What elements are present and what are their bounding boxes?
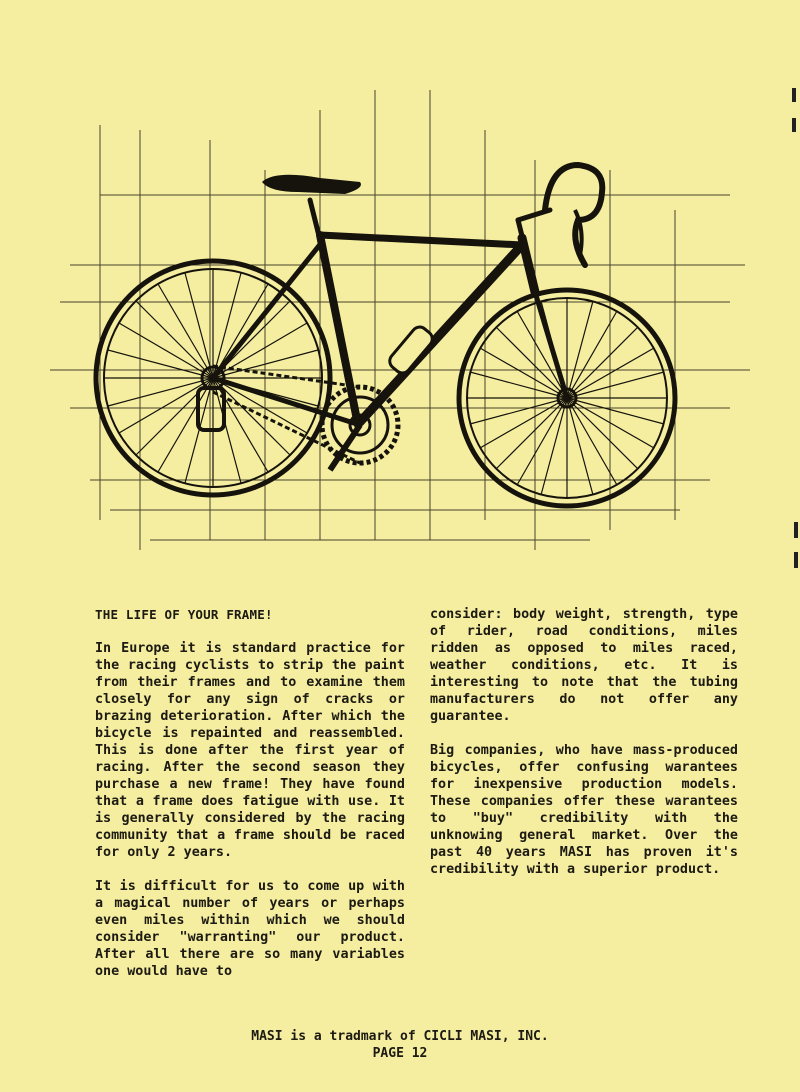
page-footer bbox=[0, 1028, 800, 1062]
binding-mark bbox=[794, 552, 798, 568]
rear-derailleur bbox=[198, 388, 224, 430]
saddle bbox=[262, 175, 361, 194]
binding-mark bbox=[792, 88, 796, 102]
trademark-notice: MASI is a tradmark of CICLI MASI, INC. bbox=[251, 1029, 549, 1044]
binding-mark bbox=[792, 118, 796, 132]
binding-mark bbox=[794, 522, 798, 538]
article-paragraph: In Europe it is standard practice for the racing cyclists to strip the paint from their frames and to examine them closely for any sign of cracks or brazing deterioration. After which the bicycle is repainted and reassembled. This is done after the first year of racing. After the second season they purchase a new frame! They have found that a frame does fatigue with use. It is generally considered by the racing community that a frame should be raced for only 2 years. bbox=[95, 641, 405, 860]
article-paragraph: It is difficult for us to come up with a magical number of years or perhaps even miles within which we should consider "warranting" our product. After all there are so many variables one would have to bbox=[95, 879, 405, 979]
article-heading: THE LIFE OF YOUR FRAME! bbox=[95, 607, 273, 622]
article-paragraph: Big companies, who have mass-produced bicycles, offer confusing warantees for inexpensive production models. These companies offer these warantees to "buy" credibility with the unknowing general market. Over the past 40 years MASI has proven it's credibility with a superior product. bbox=[430, 743, 738, 877]
bicycle-illustration bbox=[30, 70, 770, 590]
article-paragraph: consider: body weight, strength, type of rider, road conditions, miles ridden as opposed to miles raced, weather conditions, etc. It is interesting to note that the tubing manufacturers do not offer any guarantee. bbox=[430, 607, 738, 724]
page-number: PAGE 12 bbox=[372, 1046, 428, 1061]
text-column-right bbox=[430, 606, 738, 895]
text-column-left bbox=[95, 606, 405, 997]
handlebars bbox=[545, 165, 602, 265]
